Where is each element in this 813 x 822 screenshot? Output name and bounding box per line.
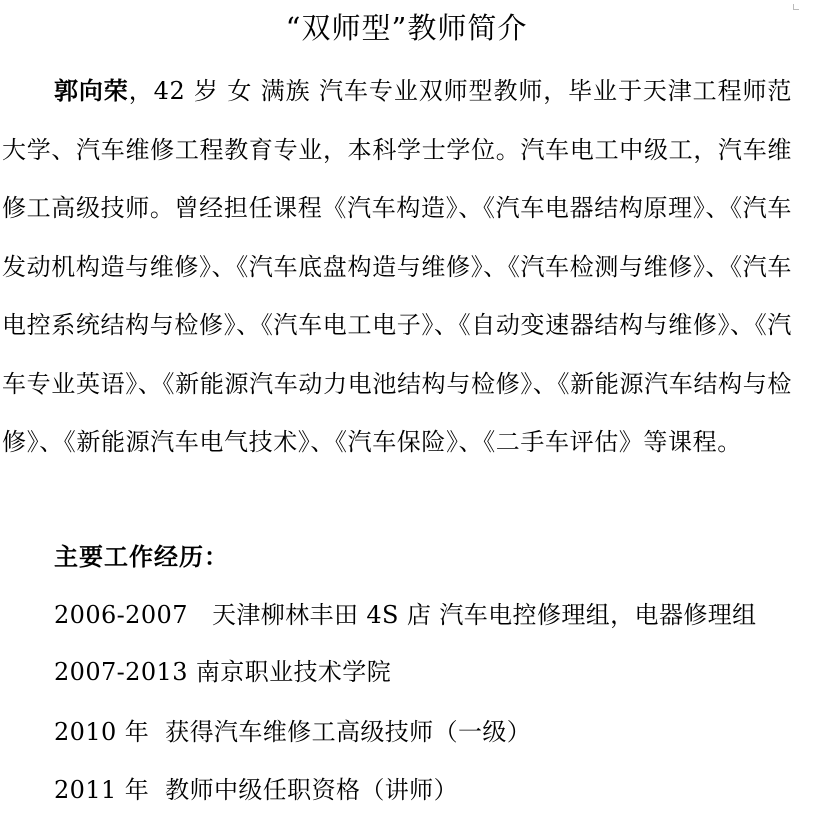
page-title: “双师型”教师简介 — [285, 11, 528, 45]
experience-item: 2011 年 教师中级任职资格（讲师） — [54, 776, 458, 804]
experience-item: 2006-2007 天津柳林丰田 4S 店 汽车电控修理组，电器修理组 — [54, 601, 757, 629]
experience-heading: 主要工作经历： — [54, 542, 229, 571]
experience-item: 2007-2013 南京职业技术学院 — [54, 658, 392, 686]
intro-paragraph — [2, 62, 792, 472]
intro-text: ，42 岁 女 满族 汽车专业双师型教师，毕业于天津工程师范大学、汽车维修工程教育专业，本科学士学位。汽车电工中级工，汽车维修工高级技师。曾经担任课程《汽车构造》、《汽车电器结构原理》、《汽车发动机构造与维修》、《汽车底盘构造与维修》、《汽车检测与维修》、《汽车电控系统结构与检修》、《汽车电工电子》、《自动变速器结构与维修》、《汽车专业英语》、《新能源汽车动力电池结构与检修》、《新能源汽车结构与检修》、《新能源汽车电气技术》、《汽车保险》、《二手车评估》等课程。 — [2, 77, 792, 456]
teacher-name: 郭向荣 — [54, 76, 129, 105]
experience-item: 2010 年 获得汽车维修工高级技师（一级） — [54, 718, 532, 746]
